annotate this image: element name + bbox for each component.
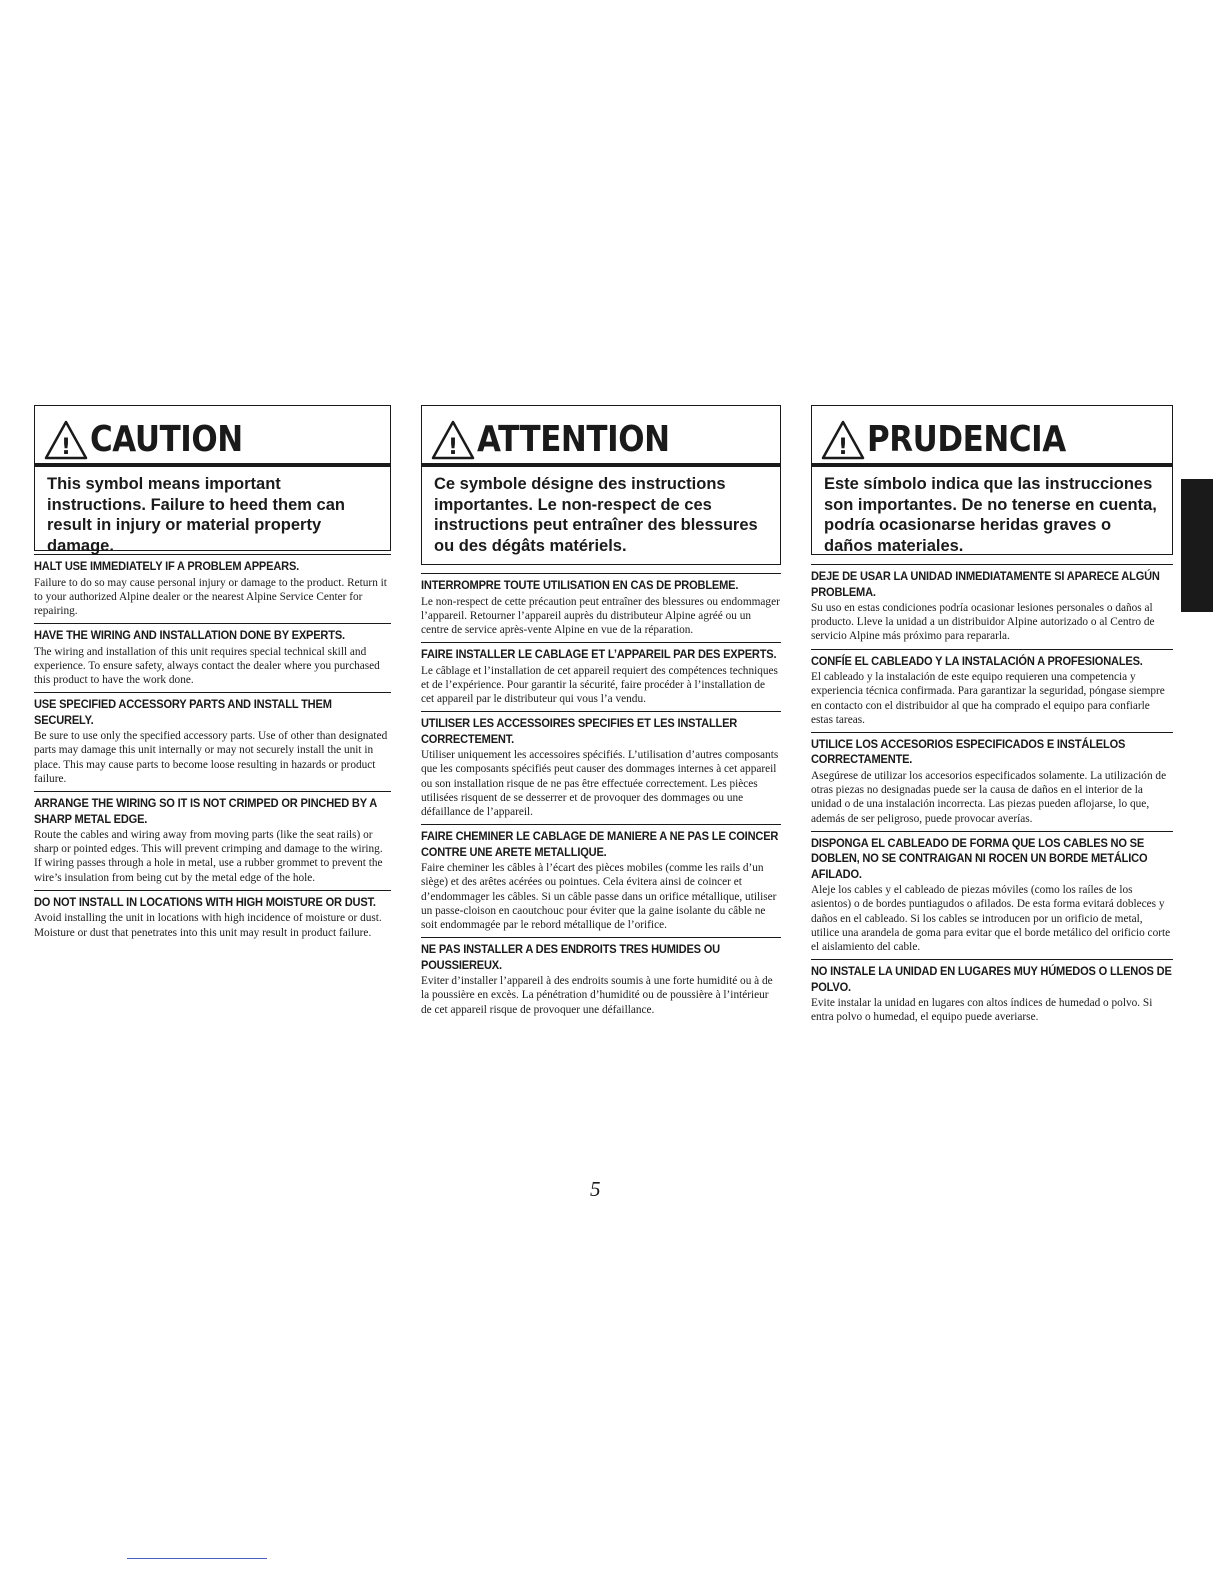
- section-title: DISPONGA EL CABLEADO DE FORMA QUE LOS CABLES NO SE DOBLEN, NO SE CONTRAIGAN NI ROCEN UN BORDE METÁLICO AFILADO.: [811, 835, 1148, 881]
- section-body: Su uso en estas condiciones podría ocasionar lesiones personales o daños al producto. Lleve la unidad a un distribuidor Alpine autorizado o al Centro de servicio Alpine más próximo para repararla.: [811, 602, 1155, 643]
- caution-sections: [34, 554, 391, 945]
- prudencia-section: [811, 649, 1173, 727]
- attention-header-box: [421, 405, 781, 565]
- language-side-tab: [1181, 479, 1213, 612]
- caution-section: [34, 554, 391, 618]
- prudencia-title: PRUDENCIA: [867, 419, 1066, 460]
- svg-text:!: !: [837, 435, 849, 460]
- prudencia-title-row: [820, 416, 1098, 464]
- section-title: UTILICE LOS ACCESORIOS ESPECIFICADOS E INSTÁLELOS CORRECTAMENTE.: [811, 736, 1126, 767]
- prudencia-section: [811, 831, 1173, 955]
- section-body: Failure to do so may cause personal injury or damage to the product. Return it to your authorized Alpine dealer or the nearest Alpine Service Center for repairing.: [34, 576, 387, 617]
- caution-section: [34, 791, 391, 885]
- prudencia-section: [811, 732, 1173, 826]
- caution-header-box: [34, 405, 391, 555]
- section-body: Aleje los cables y el cableado de piezas móviles (como los raíles de los asientos) o de bordes puntiagudos o afilados. De esta forma evitará dobleces y daños en el cableado. Si los cables se introducen por un orificio de metal, utilice una arandela de goma para evitar que el borde metálico del orificio corte el aislamiento del cable.: [811, 884, 1171, 954]
- caution-section: [34, 890, 391, 940]
- warning-triangle-icon: [430, 419, 476, 461]
- caution-section: [34, 692, 391, 786]
- section-title: HALT USE IMMEDIATELY IF A PROBLEM APPEARS.: [34, 559, 300, 573]
- section-title: USE SPECIFIED ACCESSORY PARTS AND INSTALL THEM SECURELY.: [34, 697, 332, 727]
- prudencia-header-box: [811, 405, 1173, 555]
- bottom-divider: [127, 1558, 267, 1559]
- caution-section: [34, 623, 391, 687]
- attention-section: [421, 824, 781, 932]
- section-title: NO INSTALE LA UNIDAD EN LUGARES MUY HÚMEDOS O LLENOS DE POLVO.: [811, 964, 1172, 994]
- section-body: Evite instalar la unidad en lugares con altos índices de humedad o polvo. Si entra polvo o humedad, el equipo puede averiarse.: [811, 997, 1153, 1024]
- section-title: INTERROMPRE TOUTE UTILISATION EN CAS DE PROBLEME.: [421, 578, 739, 592]
- attention-title-row: [430, 416, 701, 464]
- section-body: Le câblage et l’installation de cet appareil requiert des compétences techniques et de l’expérience. Pour garantir la sécurité, faire procéder à l’installation de cet appareil par le distributeur qui vous l’a vendu.: [421, 664, 778, 706]
- attention-section: [421, 573, 781, 637]
- section-title: UTILISER LES ACCESSOIRES SPECIFIES ET LES INSTALLER CORRECTEMENT.: [421, 716, 738, 746]
- section-body: Be sure to use only the specified accessory parts. Use of other than designated parts may damage this unit internally or may not securely install the unit in place. This may cause parts to become loose resulting in hazards or product failure.: [34, 730, 388, 785]
- attention-sections: [421, 573, 781, 1022]
- attention-title: ATTENTION: [477, 419, 670, 460]
- attention-intro: Ce symbole désigne des instructions importantes. Le non-respect de ces instructions peut entraîner des blessures ou des dégâts matériels.: [434, 475, 758, 555]
- section-body: Route the cables and wiring away from moving parts (like the seat rails) or sharp or pointed edges. This will prevent crimping and damage to the wiring. If wiring passes through a hole in metal, use a rubber grommet to prevent the wire’s insulation from being cut by the metal edge of the hole.: [34, 829, 383, 884]
- prudencia-intro: Este símbolo indica que las instrucciones son importantes. De no tenerse en cuenta, podría ocasionarse heridas graves o daños materiales.: [824, 475, 1157, 555]
- section-title: FAIRE INSTALLER LE CABLAGE ET L’APPAREIL PAR DES EXPERTS.: [421, 647, 777, 662]
- attention-section: [421, 937, 781, 1017]
- prudencia-section: [811, 564, 1173, 644]
- section-title: NE PAS INSTALLER A DES ENDROITS TRES HUMIDES OU POUSSIEREUX.: [421, 942, 720, 972]
- svg-text:!: !: [447, 435, 459, 460]
- section-body: Utiliser uniquement les accessoires spécifiés. L’utilisation d’autres composants que les composants spécifiés peut causer des dommages internes à cet appareil ou son installation risque de ne pas être effectuée correctement. Les pièces utilisées risquent de se desserrer et de provoquer des dommages ou une défaillance de l’appareil.: [421, 749, 779, 819]
- section-title: FAIRE CHEMINER LE CABLAGE DE MANIERE A NE PAS LE COINCER CONTRE UNE ARETE METALLIQUE.: [421, 829, 779, 859]
- svg-text:!: !: [60, 435, 72, 460]
- attention-section: [421, 711, 781, 819]
- prudencia-title-rule: [812, 463, 1172, 467]
- section-title: ARRANGE THE WIRING SO IT IS NOT CRIMPED OR PINCHED BY A SHARP METAL EDGE.: [34, 796, 377, 826]
- caution-intro: This symbol means important instructions. Failure to heed them can result in injury or material property damage.: [47, 475, 345, 555]
- page-number: 5: [590, 1177, 601, 1201]
- section-title: DO NOT INSTALL IN LOCATIONS WITH HIGH MOISTURE OR DUST.: [34, 894, 376, 909]
- section-title: DEJE DE USAR LA UNIDAD INMEDIATAMENTE SI APARECE ALGÚN PROBLEMA.: [811, 569, 1160, 599]
- warning-triangle-icon: [43, 419, 89, 461]
- section-title: CONFÍE EL CABLEADO Y LA INSTALACIÓN A PROFESIONALES.: [811, 653, 1143, 668]
- prudencia-sections: [811, 564, 1173, 1030]
- section-title: HAVE THE WIRING AND INSTALLATION DONE BY EXPERTS.: [34, 628, 345, 643]
- section-body: Asegúrese de utilizar los accesorios especificados solamente. La utilización de otras piezas no designadas puede ser la causa de daños en el interior de la unidad o de una instalación incorrecta. Las piezas pueden aflojarse, lo que, además de ser peligroso, puede provocar averías.: [811, 769, 1167, 825]
- section-body: Eviter d’installer l’appareil à des endroits soumis à une forte humidité ou à de la poussière en excès. La pénétration d’humidité ou de poussière à l’intérieur de cet appareil risque de provoquer une défaillance.: [421, 975, 773, 1016]
- caution-title-row: [43, 416, 268, 464]
- caution-title-rule: [35, 463, 390, 467]
- attention-title-rule: [422, 463, 780, 467]
- caution-title: CAUTION: [90, 419, 243, 460]
- warning-triangle-icon: [820, 419, 866, 461]
- section-body: Avoid installing the unit in locations with high incidence of moisture or dust. Moisture or dust that penetrates into this unit may result in product failure.: [34, 912, 382, 939]
- section-body: Le non-respect de cette précaution peut entraîner des blessures ou endommager l’appareil. Retourner l’appareil auprès du distributeur Alpine agréé ou un centre de service après-vente Alpine en vue de la réparation.: [421, 595, 780, 636]
- section-body: The wiring and installation of this unit requires special technical skill and experience. To ensure safety, always contact the dealer where you purchased this product to have the work done.: [34, 645, 380, 687]
- attention-section: [421, 642, 781, 706]
- prudencia-section: [811, 959, 1173, 1024]
- section-body: El cableado y la instalación de este equipo requieren una competencia y experiencia técnica confirmada. Para garantizar la seguridad, póngase siempre en contacto con el distribuidor al que ha comprado el equipo para confiarle estas tareas.: [811, 671, 1165, 726]
- section-body: Faire cheminer les câbles à l’écart des pièces mobiles (comme les rails d’un siège) et des arêtes acérées ou pointues. Cela évitera ainsi de coincer et d’endommager les câbles. Si un câble passe dans un orifice métallique, utiliser un passe-cloison en caoutchouc pour éviter que la gaine isolante du câble ne soit endommagée par le rebord métallique de l’orifice.: [421, 862, 777, 932]
